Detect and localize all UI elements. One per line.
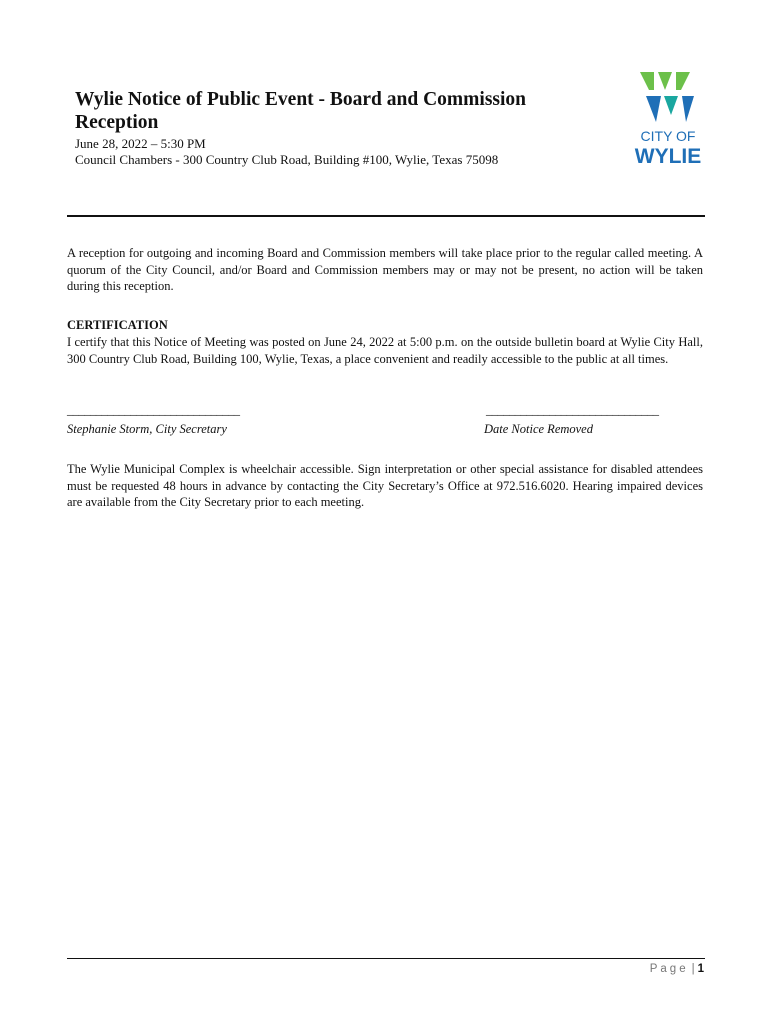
wylie-w-mark-icon [640,72,694,122]
city-of-wylie-logo [628,70,708,170]
signature-line-secretary: ______________________________ [67,403,240,417]
logo-wylie: WYLIE [634,145,702,168]
intro-paragraph: A reception for outgoing and incoming Board and Commission members will take place prior to the regular called meeting. A quorum of the City Council, and/or Board and Commission members may or may not be present, no action will be taken during this reception. [67,246,703,293]
signature-label-secretary: Stephanie Storm, City Secretary [67,422,227,436]
certification-heading: CERTIFICATION [67,318,168,332]
signature-label-date-removed: Date Notice Removed [484,422,593,436]
page-number: 1 [697,963,704,975]
signature-line-date-removed: ______________________________ [486,403,659,417]
document-title: Wylie Notice of Public Event - Board and Commission Reception [75,89,527,133]
event-location: Council Chambers - 300 Country Club Road, Building #100, Wylie, Texas 75098 [75,152,499,167]
event-date-time: June 28, 2022 – 5:30 PM [75,136,206,151]
footer-divider [67,958,705,959]
accessibility-paragraph: The Wylie Municipal Complex is wheelchair accessible. Sign interpretation or other special assistance for disabled attendees must be requested 48 hours in advance by contacting the City Secretary’s Office at 972.516.6020. Hearing impaired devices are available from the City Secretary prior to each meeting. [67,462,703,509]
page-footer [650,963,704,975]
logo-city-of: CITY OF [640,128,696,144]
page-separator: | [691,963,695,975]
certification-paragraph: I certify that this Notice of Meeting was posted on June 24, 2022 at 5:00 p.m. on the outside bulletin board at Wylie City Hall, 300 Country Club Road, Building 100, Wylie, Texas, a place convenient and readily accessible to the public at all times. [67,335,703,366]
header-divider [67,215,705,217]
page-label: Page [649,963,689,975]
